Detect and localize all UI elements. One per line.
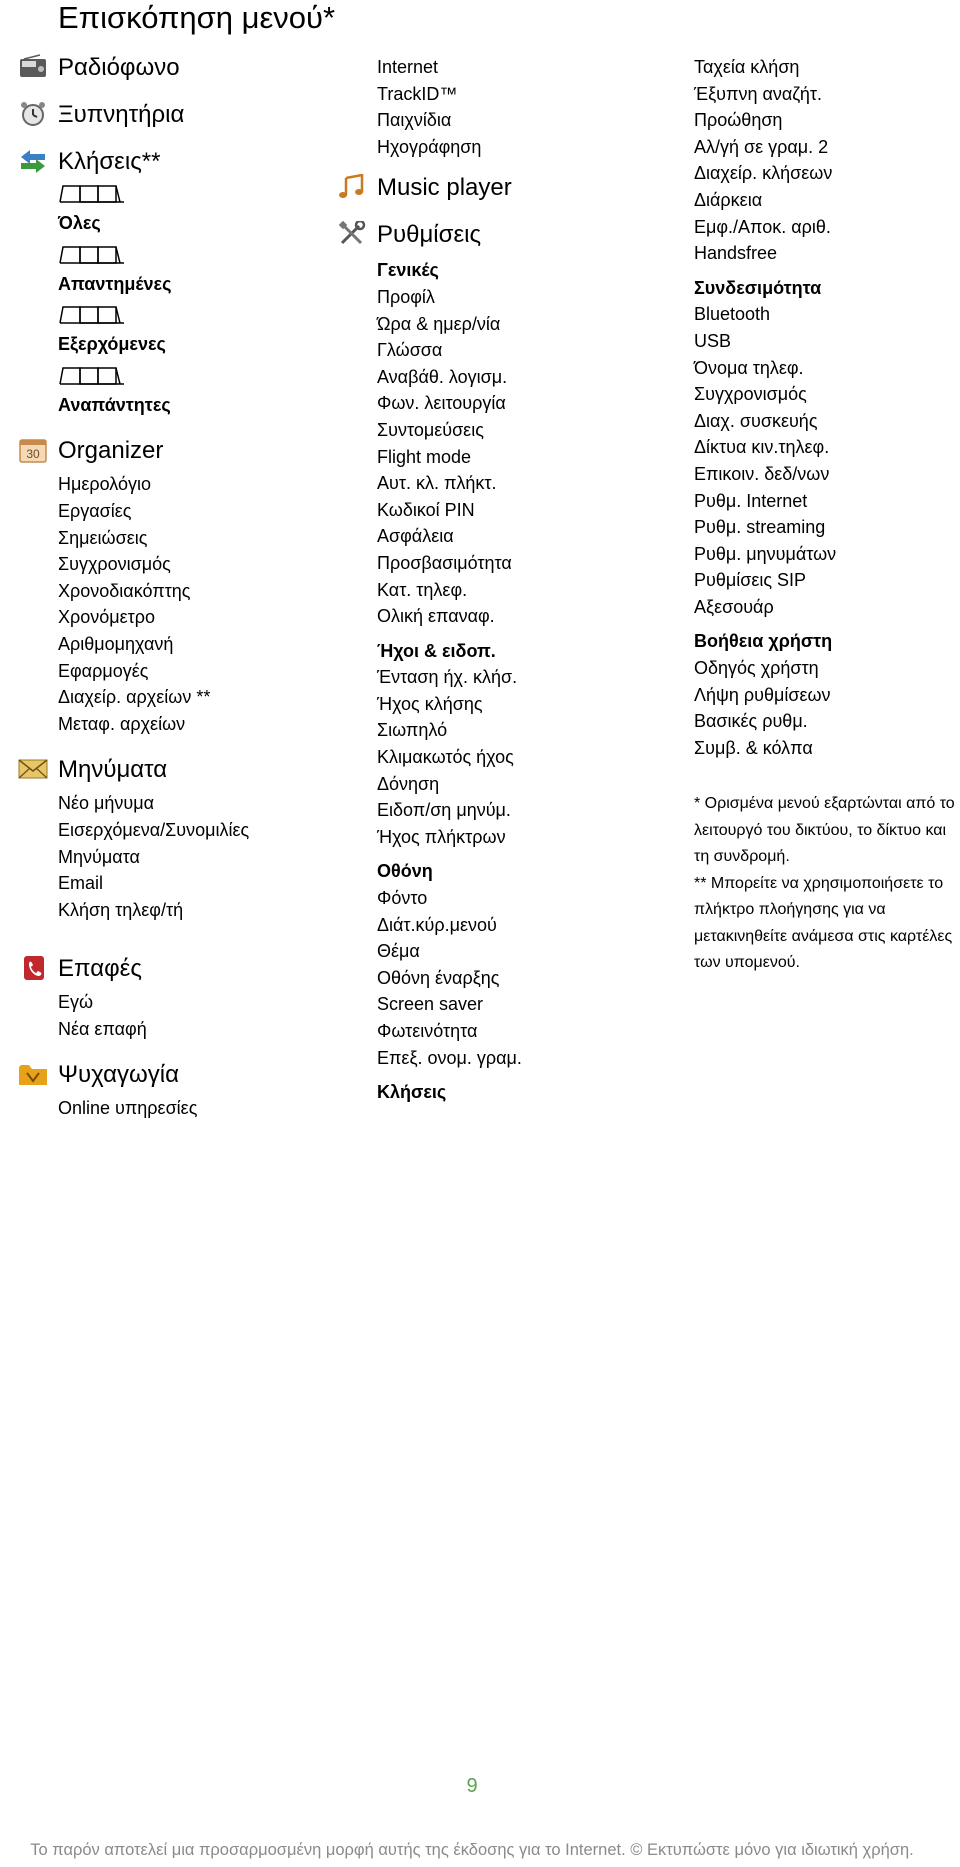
list-item: Οθόνη έναρξης xyxy=(377,967,500,988)
list-item: Handsfree xyxy=(694,243,778,264)
list-item: Γλώσσα xyxy=(377,340,443,361)
list-item: Συμβ. & κόλπα xyxy=(694,737,813,758)
tabs-all-icon xyxy=(58,182,358,210)
list-item: Επεξ. ονομ. γραμ. xyxy=(377,1047,522,1068)
menu-header-entertainment: Ψυχαγωγία xyxy=(58,1061,358,1089)
list-item: Εφαρμογές xyxy=(58,660,149,681)
list-item: Συγχρονισμός xyxy=(58,554,171,575)
list-item: Κλιμακωτός ήχος xyxy=(377,747,514,768)
list-item: Νέα επαφή xyxy=(58,1018,147,1039)
section-general: Γενικές xyxy=(377,260,439,281)
list-item: Bluetooth xyxy=(694,304,771,325)
list-item: Προσβασιμότητα xyxy=(377,552,512,573)
menu-column-2 xyxy=(377,54,677,1106)
list-item: Αξεσουάρ xyxy=(694,596,774,617)
list-item: Ρυθμίσεις SIP xyxy=(694,570,807,591)
list-item: Κατ. τηλεφ. xyxy=(377,579,468,600)
list-item: Διαχείρ. αρχείων ** xyxy=(58,687,211,708)
list-item: Φων. λειτουργία xyxy=(377,393,506,414)
tab-missed: Αναπάντητες xyxy=(58,394,171,415)
section-display: Οθόνη xyxy=(377,861,433,882)
list-item: Θέμα xyxy=(377,941,420,962)
page-footer: Το παρόν αποτελεί μια προσαρμοσμένη μορφή αυτής της έκδοσης για το Internet. © Εκτυπώστε μόνο για ιδιωτική χρήση. xyxy=(30,1841,914,1859)
list-item: Λήψη ρυθμίσεων xyxy=(694,684,831,705)
list-item: Ρυθμ. μηνυμάτων xyxy=(694,543,837,564)
tools-icon xyxy=(337,221,367,247)
menu-header-alarms: Ξυπνητήρια xyxy=(58,101,358,129)
list-item: Φόντο xyxy=(377,888,428,909)
calls-arrows-icon xyxy=(18,148,48,174)
menu-header-contacts: Επαφές xyxy=(58,955,358,983)
list-item: Συντομεύσεις xyxy=(377,419,484,440)
list-item: Ασφάλεια xyxy=(377,526,454,547)
list-item: Προώθηση xyxy=(694,110,783,131)
list-item: Ολική επαναφ. xyxy=(377,606,495,627)
list-item: Συγχρονισμός xyxy=(694,384,807,405)
svg-text:30: 30 xyxy=(26,447,40,462)
section-user-help: Βοήθεια χρήστη xyxy=(694,631,833,652)
list-item: Screen saver xyxy=(377,994,484,1015)
list-item: Διαχ. συσκευής xyxy=(694,410,818,431)
list-item: Διάρκεια xyxy=(694,189,763,210)
list-item: Παιχνίδια xyxy=(377,110,452,131)
list-item: Σιωπηλό xyxy=(377,720,448,741)
list-item: Ήχος κλήσης xyxy=(377,693,483,714)
list-item: Έξυπνη αναζήτ. xyxy=(694,83,822,104)
menu-column-3 xyxy=(694,54,960,977)
list-item: Αριθμομηχανή xyxy=(58,633,174,654)
list-item: Δίκτυα κιν.τηλεφ. xyxy=(694,437,830,458)
radio-icon xyxy=(18,54,48,80)
list-item: Σημειώσεις xyxy=(58,527,148,548)
menu-header-radio: Ραδιόφωνο xyxy=(58,54,358,82)
list-item: Χρονοδιακόπτης xyxy=(58,580,191,601)
list-item: Αυτ. κλ. πλήκτ. xyxy=(377,473,497,494)
list-item: Ημερολόγιο xyxy=(58,474,152,495)
list-item: Ειδοπ/ση μηνύμ. xyxy=(377,800,511,821)
menu-header-calls: Κλήσεις** xyxy=(58,148,358,176)
list-item: Αλ/γή σε γραμ. 2 xyxy=(694,136,829,157)
list-item: Προφίλ xyxy=(377,286,435,307)
list-item: Εμφ./Αποκ. αριθ. xyxy=(694,216,831,237)
menu-header-music-player: Music player xyxy=(377,174,677,202)
list-item: Φωτεινότητα xyxy=(377,1021,478,1041)
menu-header-messages: Μηνύματα xyxy=(58,756,358,784)
list-item: Ταχεία κλήση xyxy=(694,57,800,77)
section-sounds: Ήχοι & ειδοπ. xyxy=(377,640,496,661)
list-item: Εισερχόμενα/Συνομιλίες xyxy=(58,819,250,840)
page-title: Επισκόπηση μενού* xyxy=(58,0,336,35)
tabs-missed-icon xyxy=(58,364,358,392)
phonebook-icon xyxy=(18,955,48,981)
list-item: Όνομα τηλεφ. xyxy=(694,357,804,378)
list-item: Μηνύματα xyxy=(58,846,140,867)
list-item: Οδηγός χρήστη xyxy=(694,658,819,679)
tabs-answered-icon xyxy=(58,243,358,271)
tabs-outgoing-icon xyxy=(58,303,358,331)
list-item: Internet xyxy=(377,57,439,77)
section-calls: Κλήσεις xyxy=(377,1082,447,1103)
page-number: 9 xyxy=(466,1775,478,1797)
list-item: Εγώ xyxy=(58,992,94,1013)
footnote-network: * Ορισμένα μενού εξαρτώνται από το λειτουργό του δικτύου, το δίκτυο και τη συνδρομή. xyxy=(694,795,955,866)
list-item: Ώρα & ημερ/νία xyxy=(377,313,501,334)
list-item: Χρονόμετρο xyxy=(58,607,156,628)
list-item: Κωδικοί PIN xyxy=(377,499,475,520)
list-item: Ήχος πλήκτρων xyxy=(377,826,506,847)
menu-column-1 xyxy=(26,54,358,1122)
section-connectivity: Συνδεσιμότητα xyxy=(694,277,822,298)
list-item: Ρυθμ. Internet xyxy=(694,490,808,511)
list-item: Ρυθμ. streaming xyxy=(694,517,826,538)
list-item: Διάτ.κύρ.μενού xyxy=(377,914,497,935)
footnote-navigation: ** Μπορείτε να χρησιμοποιήσετε το πλήκτρο πλοήγησης για να μετακινηθείτε ανάμεσα στις καρτέλες των υπομενού. xyxy=(694,874,953,972)
list-item: Μεταφ. αρχείων xyxy=(58,713,186,734)
list-item: Αναβάθ. λογισμ. xyxy=(377,366,508,387)
list-item: Flight mode xyxy=(377,446,472,467)
list-item: Ηχογράφηση xyxy=(377,136,482,157)
list-item: USB xyxy=(694,330,732,351)
tab-answered: Απαντημένες xyxy=(58,273,172,294)
entertainment-folder-icon xyxy=(18,1061,48,1087)
tab-outgoing: Εξερχόμενες xyxy=(58,334,166,355)
list-item: Ένταση ήχ. κλήσ. xyxy=(377,667,518,688)
menu-header-settings: Ρυθμίσεις xyxy=(377,221,677,249)
music-note-icon xyxy=(337,174,367,200)
calendar-icon xyxy=(18,437,48,463)
list-item: Βασικές ρυθμ. xyxy=(694,711,808,732)
list-item: Email xyxy=(58,873,104,894)
list-item: Online υπηρεσίες xyxy=(58,1098,198,1119)
menu-header-organizer: 30 Organizer xyxy=(58,437,358,465)
list-item: TrackID™ xyxy=(377,83,458,104)
list-item: Διαχείρ. κλήσεων xyxy=(694,163,833,184)
list-item: Δόνηση xyxy=(377,773,440,794)
list-item: Επικοιν. δεδ/νων xyxy=(694,463,830,484)
envelope-icon xyxy=(18,756,48,782)
list-item: Κλήση τηλεφ/τή xyxy=(58,899,184,920)
tab-all: Όλες xyxy=(58,213,101,233)
alarm-clock-icon xyxy=(18,101,48,127)
list-item: Εργασίες xyxy=(58,500,132,521)
list-item: Νέο μήνυμα xyxy=(58,793,155,814)
